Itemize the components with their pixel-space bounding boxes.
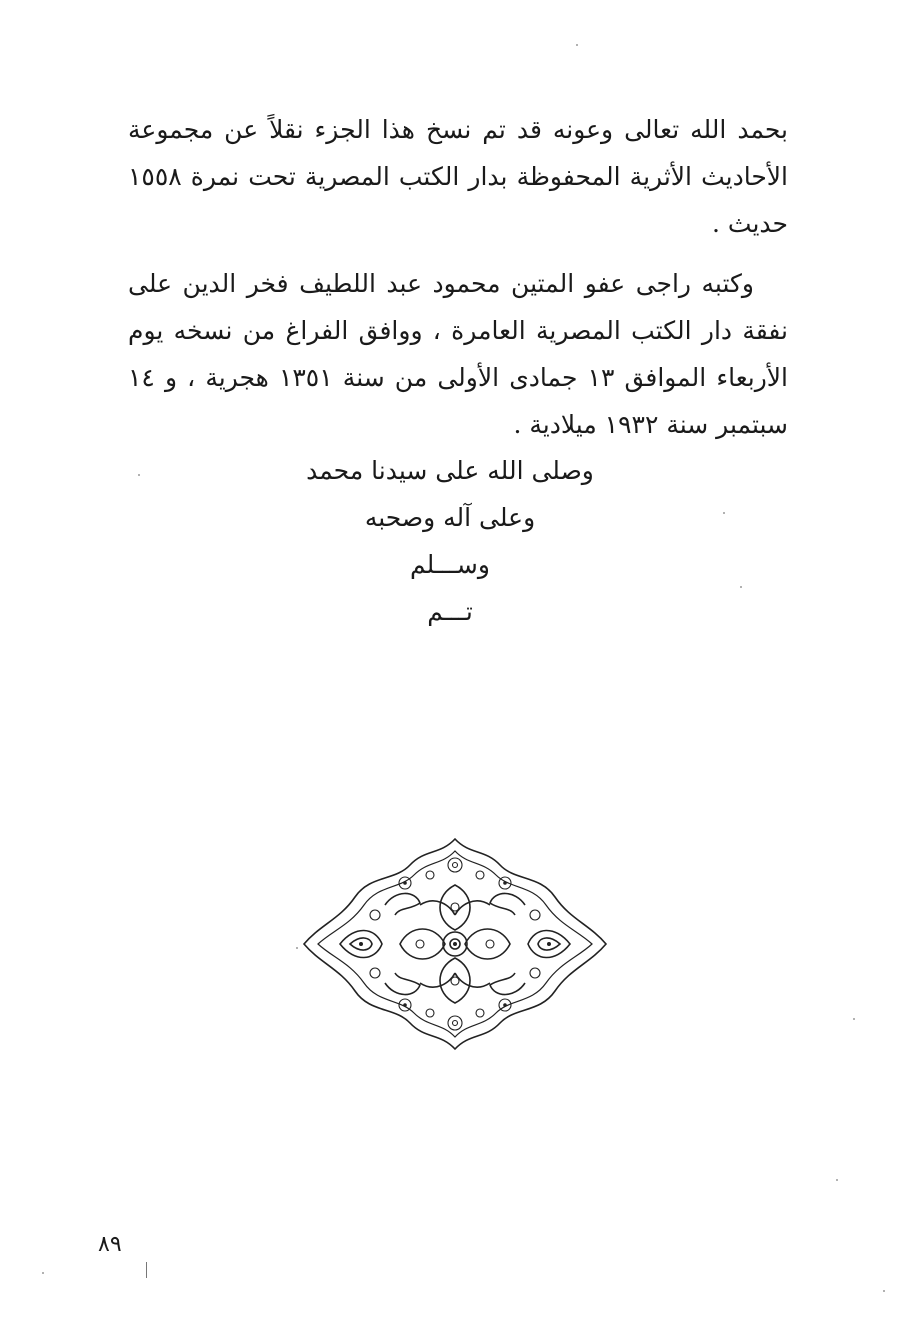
margin-mark	[146, 1262, 147, 1278]
colophon-paragraph-2	[128, 260, 788, 448]
colophon-text-1: بحمد الله تعالى وعونه قد تم نسخ هذا الجزء نقلاً عن مجموعة الأحاديث الأثرية المحفوظة بدار الكتب المصرية تحت نمرة ١٥٥٨ حديث .	[128, 115, 788, 238]
print-speck	[836, 1179, 838, 1181]
print-speck	[296, 947, 298, 949]
page-number: ٨٩	[98, 1232, 122, 1257]
end-mark: تـــم	[427, 597, 473, 626]
closing-blessing	[300, 447, 600, 635]
blessing-line-3: وســـلم	[410, 550, 490, 579]
print-speck	[883, 1290, 885, 1292]
print-speck	[138, 474, 140, 476]
print-speck	[723, 512, 725, 514]
print-speck	[853, 1018, 855, 1020]
print-speck	[740, 586, 742, 588]
colophon-text-2: وكتبه راجى عفو المتين محمود عبد اللطيف فخر الدين على نفقة دار الكتب المصرية العامرة ، ووافق الفراغ من نسخه يوم الأربعاء الموافق ١٣ جمادى الأولى من سنة ١٣٥١ هجرية ، و ١٤ سبتمبر سنة ١٩٣٢ ميلادية .	[128, 269, 788, 439]
colophon-paragraph-1	[128, 106, 788, 247]
print-speck	[42, 1272, 44, 1274]
print-speck	[576, 44, 578, 46]
blessing-line-1: وصلى الله على سيدنا محمد	[306, 456, 594, 485]
blessing-line-2: وعلى آله وصحبه	[364, 503, 536, 532]
floral-medallion-ornament	[300, 835, 610, 1053]
